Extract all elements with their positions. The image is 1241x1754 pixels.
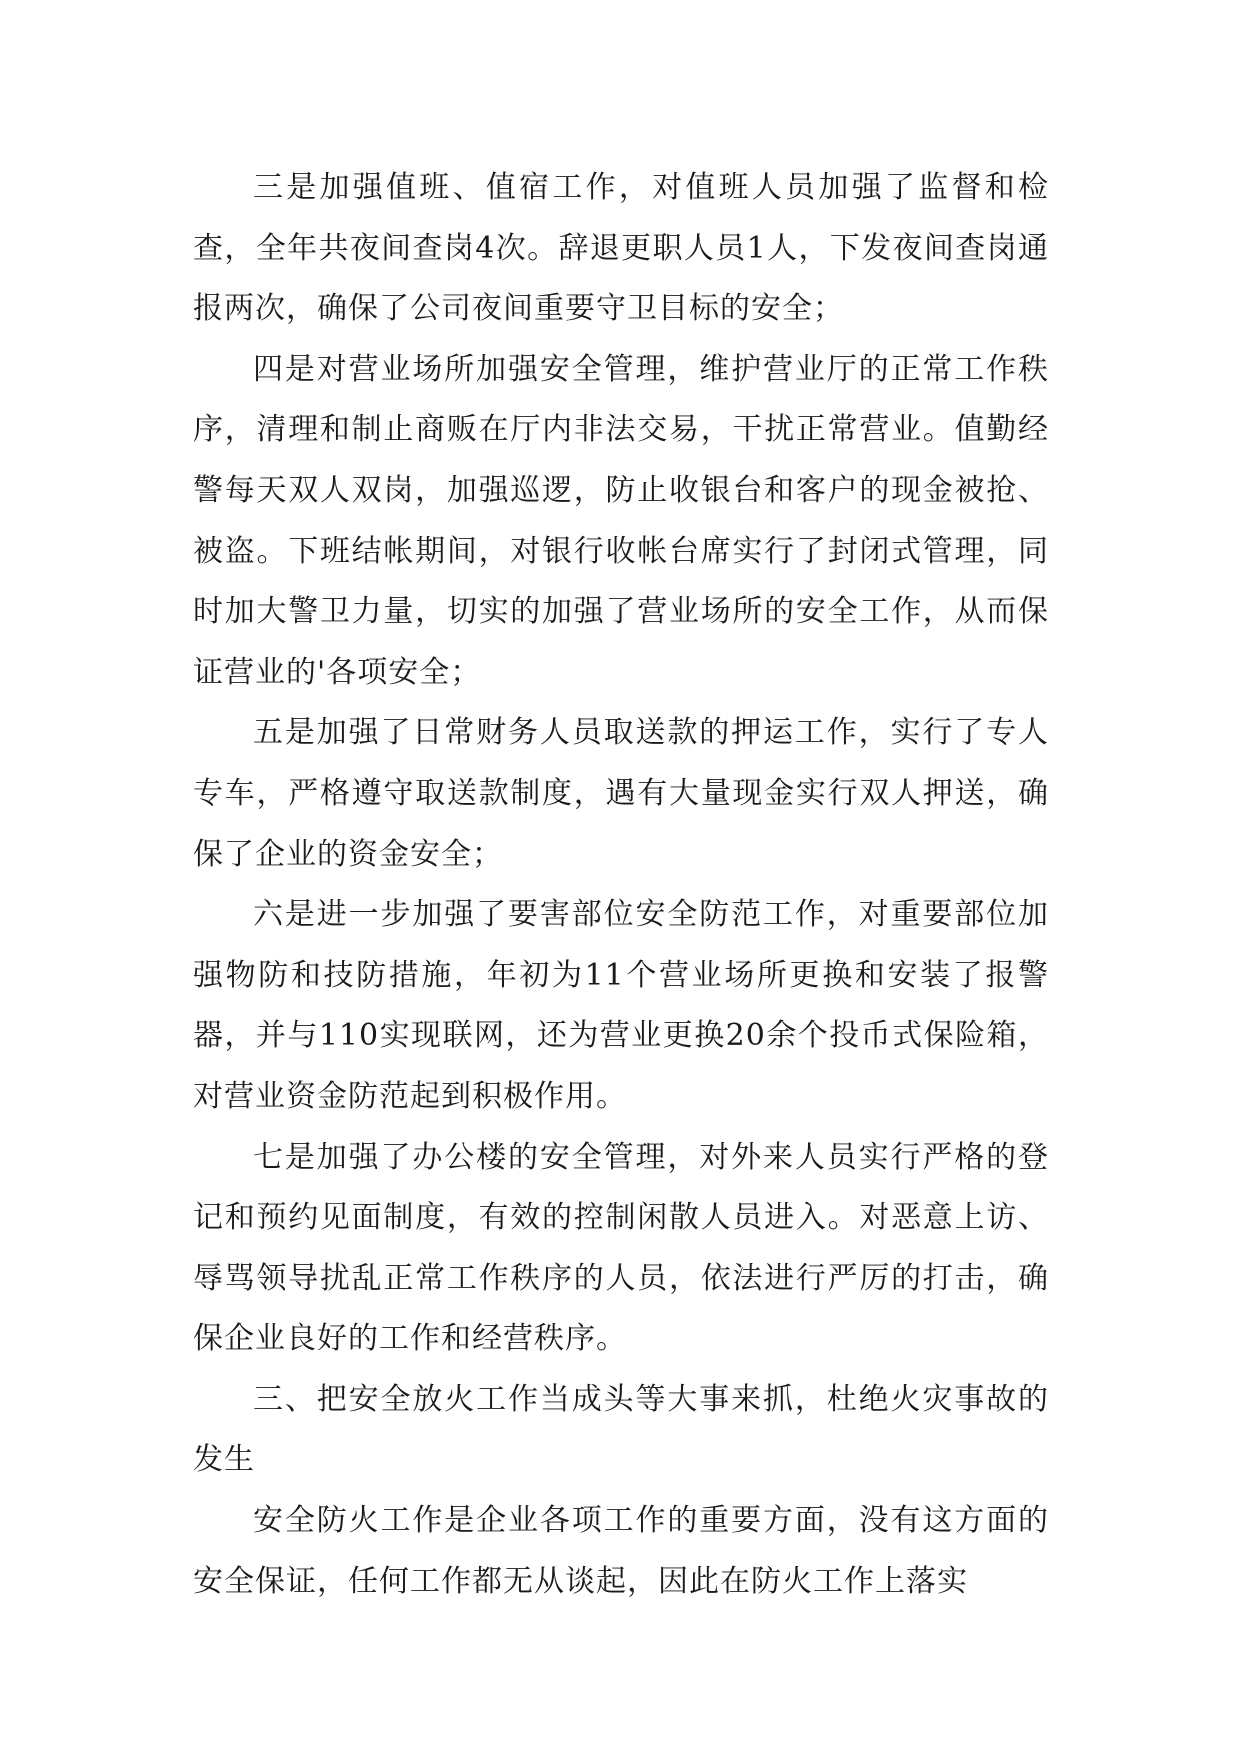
paragraph-business-hall-security: 四是对营业场所加强安全管理，维护营业厅的正常工作秩序，清理和制止商贩在厅内非法交易，干扰正常营业。值勤经警每天双人双岗，加强巡逻，防止收银台和客户的现金被抢、被盗。下班结帐期间，对银行收帐台席实行了封闭式管理，同时加大警卫力量，切实的加强了营业场所的安全工作，从而保证营业的'各项安全； [193,351,1049,690]
section-heading-fire-safety: 三、把安全放火工作当成头等大事来抓，杜绝火灾事故的发生 [193,1381,1049,1478]
paragraph-night-duty: 三是加强值班、值宿工作，对值班人员加强了监督和检查，全年共夜间查岗4次。辞退更职人员1人，下发夜间查岗通报两次，确保了公司夜间重要守卫目标的安全； [193,170,1049,327]
paragraph-office-building-security: 七是加强了办公楼的安全管理，对外来人员实行严格的登记和预约见面制度，有效的控制闲散人员进入。对恶意上访、辱骂领导扰乱正常工作秩序的人员，依法进行严厉的打击，确保企业良好的工作和经营秩序。 [193,1139,1049,1357]
paragraph-key-area-protection: 六是进一步加强了要害部位安全防范工作，对重要部位加强物防和技防措施，年初为11个营业场所更换和安装了报警器，并与110实现联网，还为营业更换20余个投币式保险箱，对营业资金防范起到积极作用。 [193,897,1049,1114]
paragraph-cash-escort: 五是加强了日常财务人员取送款的押运工作，实行了专人专车，严格遵守取送款制度，遇有大量现金实行双人押送，确保了企业的资金安全； [193,715,1049,872]
document-body [193,158,1049,1612]
paragraph-fire-prevention: 安全防火工作是企业各项工作的重要方面，没有这方面的安全保证，任何工作都无从谈起，因此在防火工作上落实 [193,1503,1049,1599]
